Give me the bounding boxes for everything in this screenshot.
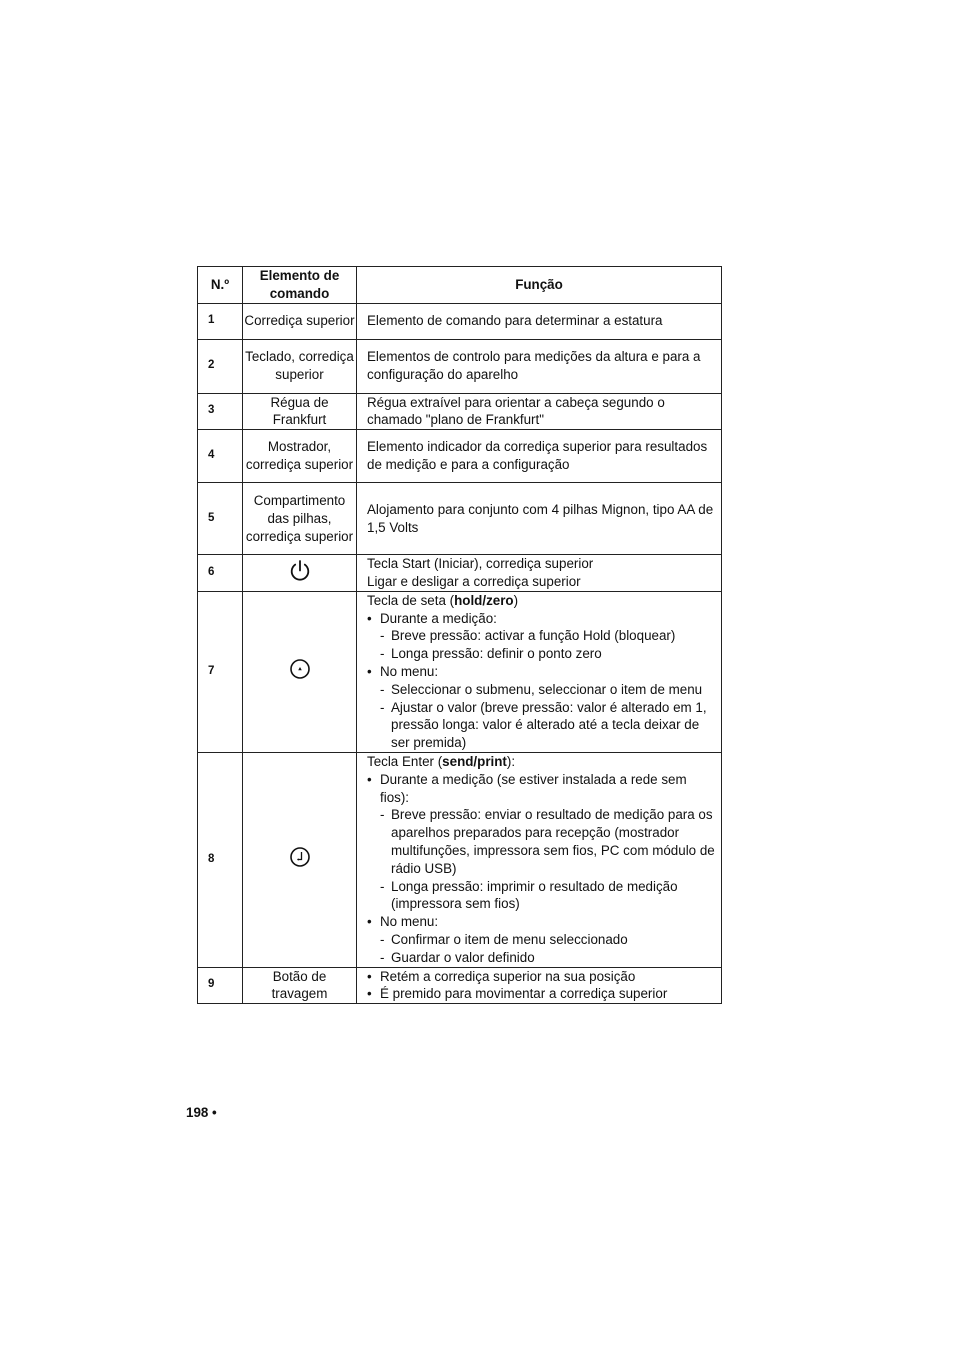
table-row — [198, 430, 722, 483]
table-row — [198, 483, 722, 555]
page-number: 198 • — [186, 1105, 217, 1120]
row-element: Corrediça superior — [243, 303, 357, 339]
row-function: Elemento indicador da corrediça superior para resultados de medição e para a configuração — [357, 430, 722, 483]
row-number: 3 — [198, 393, 243, 430]
row-number: 6 — [198, 555, 243, 592]
row-number: 5 — [198, 483, 243, 555]
enter-key-icon — [289, 846, 311, 873]
table-row — [198, 303, 722, 339]
row-function — [357, 752, 722, 967]
power-icon — [289, 559, 311, 588]
table-row — [198, 555, 722, 592]
bullet-item: • No menu: — [367, 913, 719, 931]
table-row — [198, 967, 722, 1004]
row-element — [243, 752, 357, 967]
row-number: 2 — [198, 339, 243, 393]
bullet-item: • É premido para movimentar a corrediça superior — [367, 985, 719, 1003]
table-row — [198, 339, 722, 393]
row-function — [357, 967, 722, 1004]
bullet-item: • Durante a medição: — [367, 610, 719, 628]
table-row — [198, 393, 722, 430]
row-element: Mostrador, corrediça superior — [243, 430, 357, 483]
row-element: Compartimento das pilhas, corrediça superior — [243, 483, 357, 555]
dash-item: - Longa pressão: definir o ponto zero — [367, 645, 719, 663]
dash-item: - Confirmar o item de menu seleccionado — [367, 931, 719, 949]
function-title: Tecla Enter (send/print): — [367, 753, 516, 769]
table-row — [198, 591, 722, 752]
row-function — [357, 591, 722, 752]
row-element: Teclado, corrediça superior — [243, 339, 357, 393]
header-element: Elemento de comando — [243, 267, 357, 304]
row-number: 1 — [198, 303, 243, 339]
function-title: Tecla de seta (hold/zero) — [367, 592, 519, 608]
row-function: Elemento de comando para determinar a estatura — [357, 303, 722, 339]
row-function: Régua extraível para orientar a cabeça segundo o chamado "plano de Frankfurt" — [357, 393, 722, 430]
arrow-up-circle-icon — [289, 658, 311, 685]
table-row — [198, 752, 722, 967]
row-element: Régua de Frankfurt — [243, 393, 357, 430]
row-number: 9 — [198, 967, 243, 1004]
row-element — [243, 591, 357, 752]
controls-table — [197, 266, 722, 1004]
dash-item: - Guardar o valor definido — [367, 949, 719, 967]
function-line: Ligar e desligar a corrediça superior — [367, 573, 581, 589]
dash-item: - Ajustar o valor (breve pressão: valor é alterado em 1, pressão longa: valor é alterado até a tecla deixar de ser premida) — [367, 699, 719, 752]
row-number: 8 — [198, 752, 243, 967]
dash-item: - Breve pressão: enviar o resultado de medição para os aparelhos preparados para recepção (mostrador multifunções, impressora sem fios, PC com módulo de rádio USB) — [367, 806, 719, 877]
row-element — [243, 555, 357, 592]
table-header-row — [198, 267, 722, 304]
row-function — [357, 555, 722, 592]
header-function: Função — [357, 267, 722, 304]
bullet-item: • No menu: — [367, 663, 719, 681]
bullet-item: • Durante a medição (se estiver instalada a rede sem fios): — [367, 771, 719, 807]
row-number: 4 — [198, 430, 243, 483]
row-function: Alojamento para conjunto com 4 pilhas Mignon, tipo AA de 1,5 Volts — [357, 483, 722, 555]
dash-item: - Seleccionar o submenu, seleccionar o item de menu — [367, 681, 719, 699]
header-no: N.º — [198, 267, 243, 304]
row-element: Botão de travagem — [243, 967, 357, 1004]
function-line: Tecla Start (Iniciar), corrediça superior — [367, 556, 594, 572]
row-function: Elementos de controlo para medições da altura e para a configuração do aparelho — [357, 339, 722, 393]
dash-item: - Breve pressão: activar a função Hold (bloquear) — [367, 627, 719, 645]
dash-item: - Longa pressão: imprimir o resultado de medição (impressora sem fios) — [367, 878, 719, 914]
row-number: 7 — [198, 591, 243, 752]
bullet-item: • Retém a corrediça superior na sua posição — [367, 968, 719, 986]
